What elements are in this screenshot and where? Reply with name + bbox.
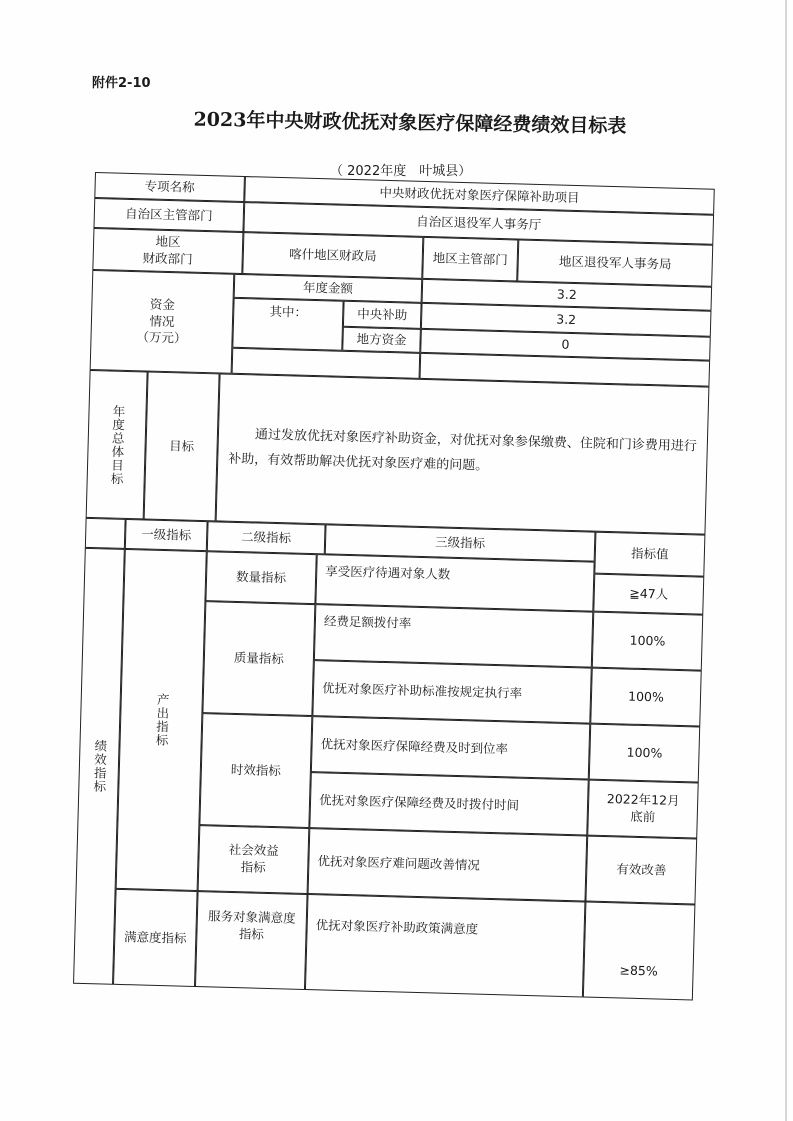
timeliness-indicator-label: 时效指标 [199,713,312,828]
central-subsidy-label: 中央补助 [343,301,422,329]
indicator-name: 优抚对象医疗补助政策满意度 [305,894,585,997]
output-indicators-label: 产出指标 [116,549,207,891]
indicator-name: 优抚对象医疗保障经费及时拨付时间 [309,772,588,835]
indicator-value: 有效改善 [585,836,697,905]
indicator-value: 100% [589,724,700,783]
performance-table [73,172,715,1000]
central-subsidy-value: 3.2 [421,303,712,337]
level2-header: 二级指标 [207,521,326,554]
local-funds-label: 地方资金 [342,327,421,353]
indicator-value: 100% [590,668,701,727]
quantity-indicator-label: 数量指标 [205,551,316,604]
local-finance-label: 地区 财政部门 [92,228,243,274]
service-satisfaction-indicator-label: 服务对象满意度 指标 [195,891,308,990]
indicator-name: 经费足额拨付率 [314,604,593,667]
goal-label: 目标 [144,371,220,521]
region-dept-value: 自治区退役军人事务厅 [243,202,714,245]
quality-indicator-label: 质量指标 [202,601,315,716]
local-finance-value: 喀什地区财政局 [242,232,423,279]
annual-amount-label: 年度金额 [234,274,423,303]
level1-header: 一级指标 [125,519,208,551]
indicator-value: 100% [592,612,703,671]
indicator-name: 优抚对象医疗难问题改善情况 [308,828,588,901]
page-title: 2023年中央财政优抚对象医疗保障经费绩效目标表 [193,108,627,138]
indicator-value: 2022年12月底前 [587,780,698,839]
local-dept-value: 地区退役军人事务局 [517,239,713,286]
indicator-name: 享受医疗待遇对象人数 [315,554,594,612]
page-edge [785,0,787,1121]
indicator-value: ≧47人 [593,574,704,615]
of-which-label: 其中： [232,298,343,351]
attachment-label: 附件2-10 [92,76,151,91]
indicator-name: 优抚对象医疗保障经费及时到位率 [311,716,590,779]
annual-amount-value: 3.2 [422,279,713,311]
social-benefit-indicator-label: 社会效益 指标 [198,825,310,894]
project-name-label: 专项名称 [94,172,245,202]
page-subtitle: （ 2022年度 叶城县） [330,164,472,179]
satisfaction-indicators-label: 满意度指标 [113,889,198,987]
blank-cell [85,518,126,549]
goal-text: 通过发放优抚对象医疗补助资金，对优抚对象参保缴费、住院和门诊费用进行补助，有效帮助解决优抚对象医疗难的问题。 [216,373,710,534]
perf-indicators-label: 绩效指标 [73,548,125,985]
region-dept-label: 自治区主管部门 [93,198,244,232]
indicator-value: ≥85% [583,902,696,1001]
funds-label: 资金 情况 （万元） [90,270,235,374]
project-name-value: 中央财政优抚对象医疗保障补助项目 [244,176,715,215]
annual-goal-label: 年度总体目标 [86,370,148,520]
local-dept-label: 地区主管部门 [422,237,518,282]
level3-header: 三级指标 [325,524,596,561]
value-header: 指标值 [594,532,705,577]
local-funds-value: 0 [420,329,711,361]
indicator-name: 优抚对象医疗补助标准按规定执行率 [312,660,591,723]
